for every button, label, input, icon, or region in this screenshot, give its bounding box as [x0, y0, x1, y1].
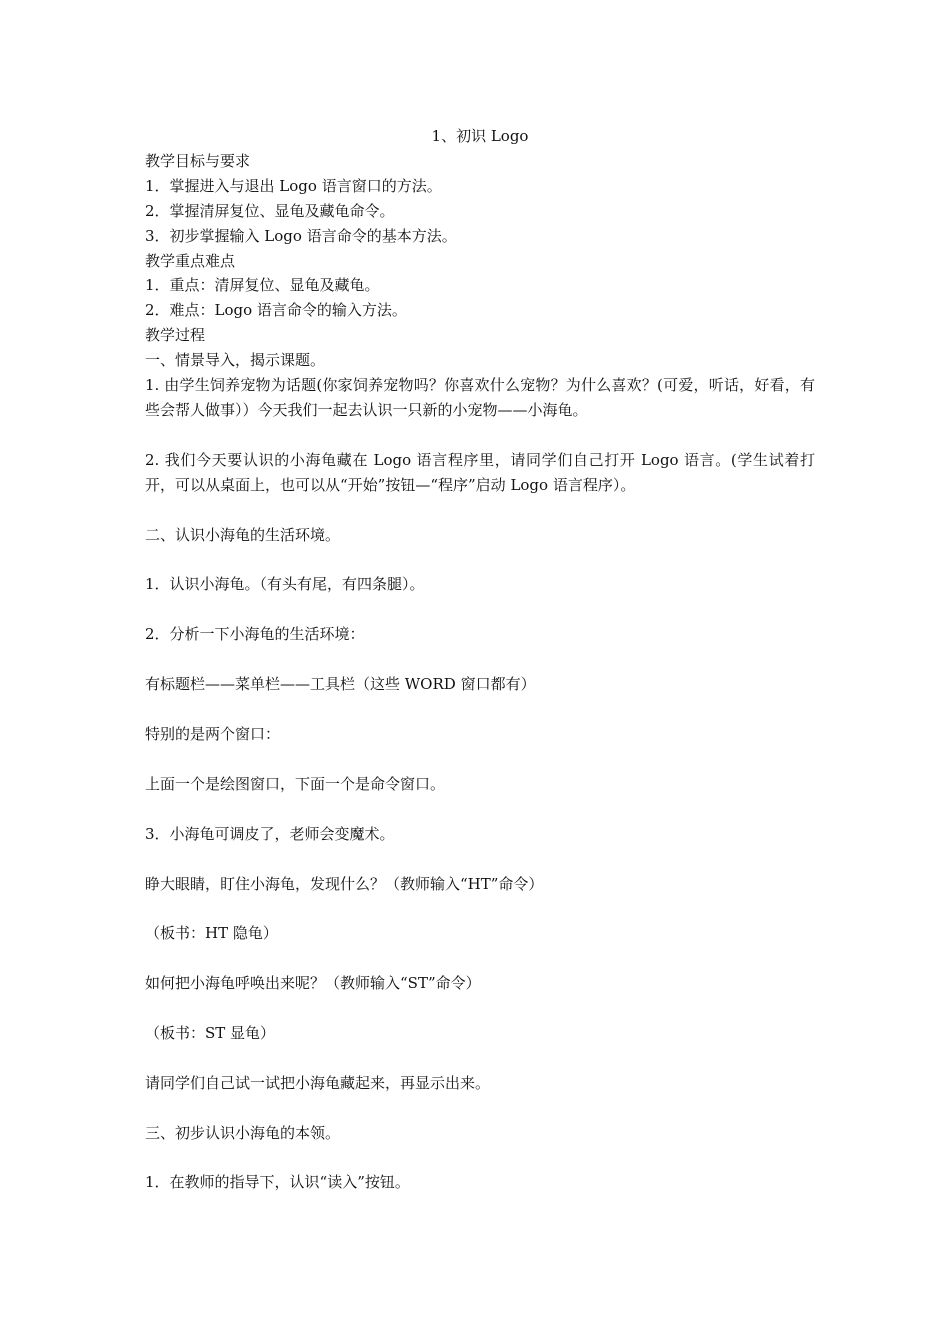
goal-item: 1．掌握进入与退出 Logo 语言窗口的方法。	[145, 177, 442, 195]
environment-line: 3．小海龟可调皮了，老师会变魔术。	[145, 825, 395, 843]
environment-line: 2．分析一下小海龟的生活环境：	[145, 625, 365, 643]
environment-line: （板书：HT 隐龟）	[145, 924, 278, 942]
part-heading-environment: 二、认识小海龟的生活环境。	[145, 526, 341, 544]
paragraph-intro-1: 1. 由学生饲养宠物为话题(你家饲养宠物吗？你喜欢什么宠物？为什么喜欢？(可爱，听话，好看，有些会帮人做事））今天我们一起去认识一只新的小宠物——小海龟。	[145, 376, 815, 419]
goal-item: 3．初步掌握输入 Logo 语言命令的基本方法。	[145, 227, 457, 245]
environment-line: 上面一个是绘图窗口，下面一个是命令窗口。	[145, 775, 446, 793]
environment-line: 请同学们自己试一试把小海龟藏起来，再显示出来。	[145, 1074, 491, 1092]
document-title: 1、初识 Logo	[431, 127, 529, 145]
environment-line: 特别的是两个窗口：	[145, 725, 281, 743]
goal-item: 2．掌握清屏复位、显龟及藏龟命令。	[145, 202, 395, 220]
section-heading-process: 教学过程	[145, 326, 206, 344]
key-point-item: 2．难点：Logo 语言命令的输入方法。	[145, 301, 407, 319]
environment-line: 睁大眼睛，盯住小海龟，发现什么？（教师输入“HT”命令）	[145, 875, 544, 893]
environment-line: 1．认识小海龟。（有头有尾，有四条腿）。	[145, 575, 425, 593]
part-heading-abilities: 三、初步认识小海龟的本领。	[145, 1124, 341, 1142]
section-heading-key-points: 教学重点难点	[145, 252, 236, 270]
environment-line: 如何把小海龟呼唤出来呢？（教师输入“ST”命令）	[145, 974, 481, 992]
paragraph-intro-2: 2. 我们今天要认识的小海龟藏在 Logo 语言程序里，请同学们自己打开 Logo 语言。(学生试着打开，可以从桌面上，也可以从“开始”按钮—“程序”启动 Logo 语言程序）。	[145, 451, 815, 494]
section-heading-goals: 教学目标与要求	[145, 152, 251, 170]
part-heading-intro: 一、情景导入，揭示课题。	[145, 351, 326, 369]
environment-line: （板书：ST 显龟）	[145, 1024, 276, 1042]
abilities-line: 1．在教师的指导下，认识“读入”按钮。	[145, 1173, 410, 1191]
key-point-item: 1．重点：清屏复位、显龟及藏龟。	[145, 276, 380, 294]
environment-line: 有标题栏——菜单栏——工具栏（这些 WORD 窗口都有）	[145, 675, 536, 693]
